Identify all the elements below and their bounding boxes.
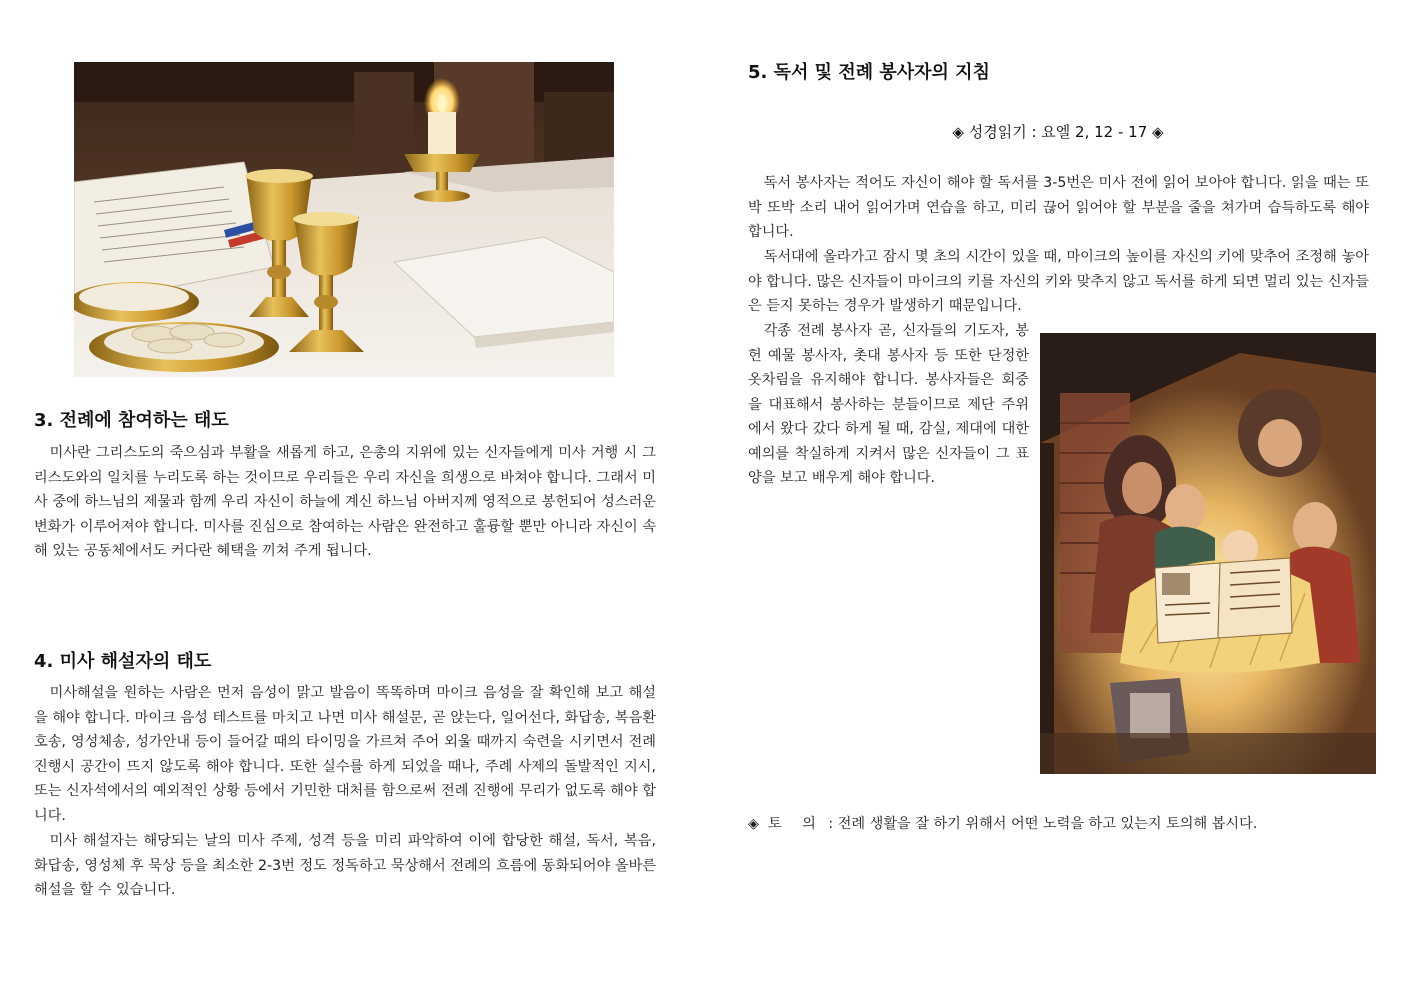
section-5-body-1: 독서 봉사자는 적어도 자신이 해야 할 독서를 3-5번은 미사 전에 읽어 보아야 합니다. 읽을 때는 또박 또박 소리 내어 읽어가며 연습을 하고, 미리 끊어 읽어야 할 부분을 줄을 쳐가며 습득하도록 해야 합니다. <box>748 175 1369 240</box>
diamond-marker-right: ◈ <box>1152 123 1164 141</box>
section-3-body: 미사란 그리스도의 죽으심과 부활을 새롭게 하고, 은총의 지위에 있는 신자들에게 미사 거행 시 그리스도와의 일치를 누리도록 하는 것이므로 우리들은 우리 자신을 희생으로 바쳐야 합니다. 그래서 미사 중에 하느님의 제물과 함께 우리 자신이 하늘에 계신 하느님 아버지께 영적으로 봉헌되어 성스러운 변화가 이루어져야 합니다. 미사를 진심으로 참여하는 사람은 완전하고 훌륭할 뿐만 아니라 자신이 속해 있는 공동체에서도 커다란 혜택을 끼쳐 주게 됩니다. <box>34 445 656 559</box>
altar-chalice-photo <box>74 62 614 377</box>
scripture-reading <box>748 121 1368 142</box>
discussion-prompt <box>748 813 1257 833</box>
section-4-body-1: 미사해설을 원하는 사람은 먼저 음성이 맑고 발음이 똑똑하며 마이크 음성을 잘 확인해 보고 해설을 해야 합니다. 마이크 음성 테스트를 마치고 나면 미사 해설문, 곧 앉는다, 일어선다, 화답송, 복음환호송, 영성체송, 성가안내 등이 들어갈 때의 타이밍을 가르쳐 주어 외울 때까지 숙련을 시키면서 전례 진행시 공간이 뜨지 않도록 해야 합니다. 또한 실수를 하게 되었을 때나, 주례 사제의 돌발적인 지시, 또는 신자석에서의 예외적인 상황 등에서 기민한 대처를 함으로써 전례 진행에 무리가 없도록 해야 합니다. <box>34 685 656 824</box>
section-4-title: 4. 미사 해설자의 태도 <box>34 651 212 672</box>
diamond-marker: ◈ <box>748 816 759 832</box>
diamond-marker-left: ◈ <box>952 123 964 141</box>
nativity-painting <box>1040 333 1376 774</box>
discussion-separator: : <box>828 816 834 832</box>
section-3-title: 3. 전례에 참여하는 태도 <box>34 410 229 431</box>
section-4-body-2: 미사 해설자는 해당되는 날의 미사 주제, 성격 등을 미리 파악하여 이에 합당한 해설, 독서, 복음, 화답송, 영성체 후 묵상 등을 최소한 2-3번 정도 정독하고 묵상해서 전례의 흐름에 동화되어야 올바른 해설을 할 수 있습니다. <box>34 833 656 898</box>
section-5-body-2: 독서대에 올라가고 잠시 몇 초의 시간이 있을 때, 마이크의 높이를 자신의 키에 맞추어 조정해 놓아야 합니다. 많은 신자들이 마이크의 키를 자신의 키와 맞추지 않고 독서를 하게 되면 멀리 있는 신자들은 듣지 못하는 경우가 발생하기 때문입니다. <box>748 249 1369 314</box>
discussion-text: 전례 생활을 잘 하기 위해서 어떤 노력을 하고 있는지 토의해 봅시다. <box>837 816 1258 832</box>
section-5-title: 5. 독서 및 전례 봉사자의 지침 <box>748 62 990 83</box>
scripture-reading-text: 성경읽기 : 요엘 2, 12 - 17 <box>968 123 1148 141</box>
discussion-label: 토 의 <box>767 816 824 832</box>
section-5-body-3: 각종 전례 봉사자 곧, 신자들의 기도자, 봉헌 예물 봉사자, 촛대 봉사자 등 또한 단정한 옷차림을 유지해야 합니다. 봉사자들은 회중을 대표해서 봉사하는 분들이므로 제단 주위에서 왔다 갔다 하게 될 때, 감실, 제대에 대한 예의를 착실하게 지켜서 많은 신자들이 그 표양을 보고 배우게 해야 합니다. <box>748 323 1029 486</box>
